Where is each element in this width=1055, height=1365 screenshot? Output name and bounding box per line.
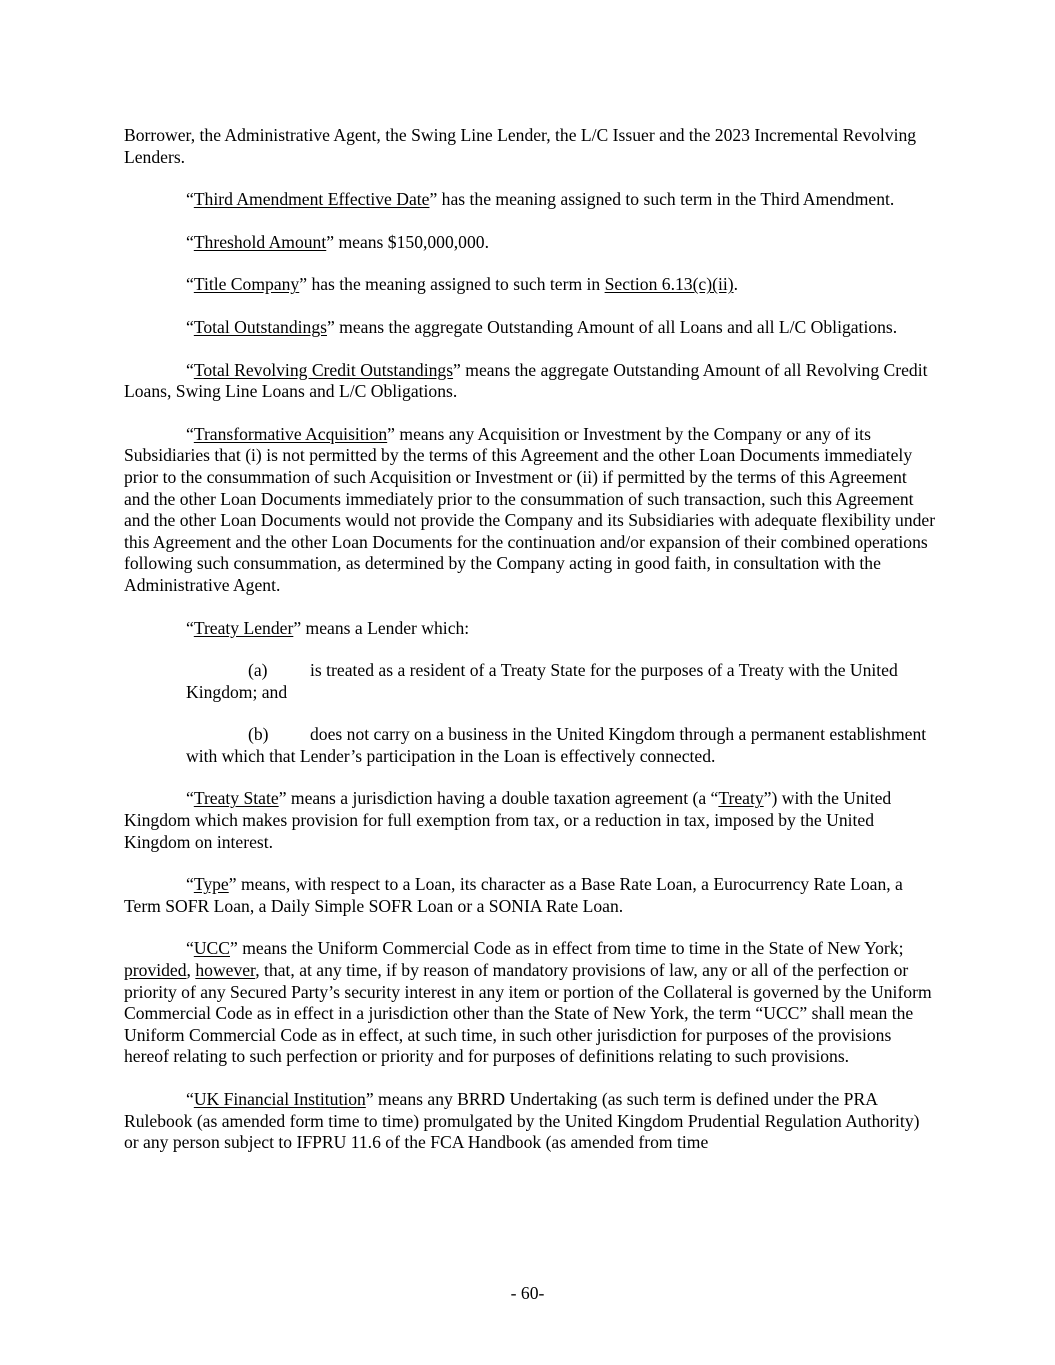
separator-comma: , <box>186 960 196 981</box>
open-quote: “ <box>186 274 194 295</box>
definition-type <box>124 874 936 917</box>
defined-term: Title Company <box>193 274 300 295</box>
definition-text-rest: ”) with the United Kingdom which makes provision for full exemption from tax, or a reduction in tax, imposed by the United Kingdom on interest. <box>124 788 892 852</box>
defined-term: Type <box>193 874 229 895</box>
defined-term: Transformative Acquisition <box>193 423 388 444</box>
document-page <box>124 125 936 1175</box>
definition-third-amendment-effective-date <box>124 189 936 211</box>
treaty-lender-clause-b <box>186 724 936 767</box>
definition-text: ” has the meaning assigned to such term in <box>299 274 605 295</box>
definition-treaty-state <box>124 788 936 853</box>
open-quote: “ <box>186 788 194 809</box>
definition-text: ” means a jurisdiction having a double taxation agreement (a “ <box>278 788 719 809</box>
definition-title-company <box>124 274 936 296</box>
clause-text: is treated as a resident of a Treaty State for the purposes of a Treaty with the United Kingdom; and <box>186 660 898 702</box>
definition-treaty-lender <box>124 618 936 640</box>
provided-term: provided <box>124 960 187 981</box>
defined-term: Treaty Lender <box>193 617 294 638</box>
open-quote: “ <box>186 617 194 638</box>
open-quote: “ <box>186 316 194 337</box>
definition-threshold-amount <box>124 232 936 254</box>
defined-term: Treaty State <box>193 788 279 809</box>
section-reference: Section 6.13(c)(ii) <box>604 274 734 295</box>
definition-text: ” means, with respect to a Loan, its character as a Base Rate Loan, a Eurocurrency Rate Loan, a Term SOFR Loan, a Daily Simple SOFR Loan or a SONIA Rate Loan. <box>124 874 903 916</box>
definition-text: ” has the meaning assigned to such term in the Third Amendment. <box>429 189 895 210</box>
definition-text: ” means the Uniform Commercial Code as in effect from time to time in the State of New York; <box>230 938 904 959</box>
clause-label: (a) <box>248 660 268 681</box>
definition-text: ” means $150,000,000. <box>326 231 489 252</box>
definition-text: ” means a Lender which: <box>293 617 470 638</box>
open-quote: “ <box>186 938 194 959</box>
definition-end: . <box>733 274 738 295</box>
definition-transformative-acquisition <box>124 424 936 597</box>
open-quote: “ <box>186 874 194 895</box>
definition-text-rest: , that, at any time, if by reason of mandatory provisions of law, any or all of the perfection or priority of any Secured Party’s security interest in any item or portion of the Collateral is governed by the Uniform Commercial Code as in effect in a jurisdiction other than the State of New York, the term “UCC” shall mean the Uniform Commercial Code as in effect, at such time, in such other jurisdiction for purposes of the provisions hereof relating to such perfection or priority and for purposes of definitions relating to such provisions. <box>124 960 932 1067</box>
defined-term: Total Revolving Credit Outstandings <box>193 359 454 380</box>
however-term: however <box>195 960 256 981</box>
defined-term: Threshold Amount <box>193 231 327 252</box>
open-quote: “ <box>186 231 194 252</box>
defined-term-treaty: Treaty <box>718 788 764 809</box>
definition-uk-financial-institution <box>124 1089 936 1154</box>
definition-total-outstandings <box>124 317 936 339</box>
open-quote: “ <box>186 189 194 210</box>
defined-term: UK Financial Institution <box>193 1089 366 1109</box>
clause-text: does not carry on a business in the United Kingdom through a permanent establishment with which that Lender’s participation in the Loan is effectively connected. <box>186 724 927 766</box>
definition-ucc <box>124 938 936 1068</box>
page-number: - 60- <box>510 1283 545 1303</box>
paragraph-continuation: Borrower, the Administrative Agent, the Swing Line Lender, the L/C Issuer and the 2023 Incremental Revolving Lenders. <box>124 125 917 167</box>
open-quote: “ <box>186 1089 194 1109</box>
treaty-lender-clause-a <box>186 660 936 703</box>
definition-text: ” means any Acquisition or Investment by the Company or any of its Subsidiaries that (i) is not permitted by the terms of this Agreement and the other Loan Documents immediately prior to the consummation of such Acquisition or Investment or (ii) if permitted by the terms of this Agreement and the other Loan Documents immediately prior to the consummation of such transaction, such this Agreement and the other Loan Documents would not provide the Company and its Subsidiaries with adequate flexibility under this Agreement and the other Loan Documents for the continuation and/or expansion of their combined operations following such consummation, as determined by the Company acting in good faith, in consultation with the Administrative Agent. <box>124 423 936 595</box>
defined-term: Total Outstandings <box>193 316 327 337</box>
definition-text: ” means any BRRD Undertaking (as such term is defined under the PRA Rulebook (as amended form time to time) promulgated by the United Kingdom Prudential Regulation Authority) or any person subject to IFPRU 11.6 of the FCA Handbook (as amended from time <box>124 1089 920 1153</box>
defined-term: UCC <box>193 938 230 959</box>
definition-total-revolving-credit-outstandings <box>124 360 936 403</box>
open-quote: “ <box>186 359 194 380</box>
defined-term: Third Amendment Effective Date <box>193 189 430 210</box>
open-quote: “ <box>186 423 194 444</box>
definition-text: ” means the aggregate Outstanding Amount of all Revolving Credit Loans, Swing Line Loans and L/C Obligations. <box>124 359 928 402</box>
clause-label: (b) <box>248 724 269 745</box>
definition-text: ” means the aggregate Outstanding Amount of all Loans and all L/C Obligations. <box>326 316 898 337</box>
